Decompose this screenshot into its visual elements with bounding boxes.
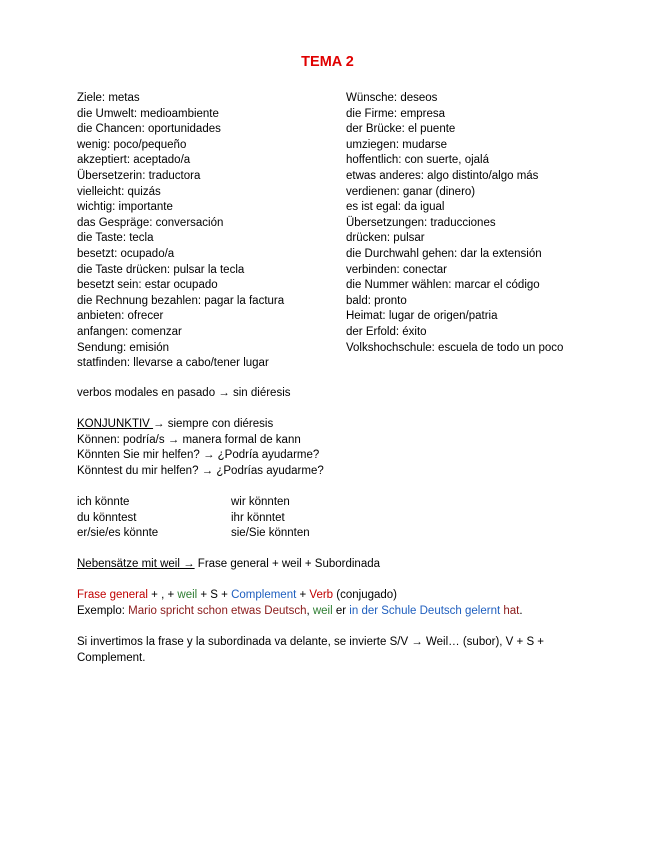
vocab-item: verdienen: ganar (dinero) bbox=[346, 185, 476, 198]
example-subject: er bbox=[332, 604, 350, 617]
vocab-item: der Brücke: el puente bbox=[346, 123, 456, 136]
konjunktiv-line: Könntest du mir helfen? → ¿Podrías ayudarme? bbox=[77, 464, 324, 477]
vocab-item: statfinden: llevarse a cabo/tener lugar bbox=[77, 357, 269, 370]
vocab-item: die Chancen: oportunidades bbox=[77, 123, 221, 136]
nebensatz-heading: Nebensätze mit weil → bbox=[77, 558, 195, 570]
vocab-item: bald: pronto bbox=[346, 294, 407, 307]
vocab-item: vielleicht: quizás bbox=[77, 185, 161, 198]
vocab-item: anbieten: ofrecer bbox=[77, 310, 164, 323]
vocab-item: wichtig: importante bbox=[77, 201, 173, 214]
conjugation-plural: wir könnten bbox=[231, 496, 290, 508]
vocab-item: die Firme: empresa bbox=[346, 107, 446, 120]
conjugation-singular: ich könnte bbox=[77, 496, 130, 508]
vocab-item: Sendung: emisión bbox=[77, 341, 170, 354]
example-complement: in der Schule Deutsch gelernt bbox=[349, 604, 501, 617]
conjugation-row bbox=[77, 511, 310, 527]
formula-verb: Verb bbox=[309, 589, 334, 601]
example-main-clause: Mario spricht schon etwas Deutsch bbox=[128, 604, 307, 617]
nebensatz-rest: Frase general + weil + Subordinada bbox=[194, 558, 381, 570]
vocab-item: hoffentlich: con suerte, ojalá bbox=[346, 154, 489, 167]
formula-sep: + , + bbox=[147, 589, 178, 601]
vocab-item: Übersetzungen: traducciones bbox=[346, 216, 496, 229]
vocab-item: Volkshochschule: escuela de todo un poco bbox=[346, 341, 564, 354]
vocab-item: Ziele: metas bbox=[77, 92, 140, 104]
formula-frase-general: Frase general bbox=[77, 589, 148, 601]
example-weil: weil bbox=[312, 604, 333, 617]
example-comma: , bbox=[306, 604, 313, 617]
page-title: TEMA 2 bbox=[301, 54, 354, 70]
conjugation-plural: ihr könntet bbox=[231, 511, 285, 524]
konjunktiv-line: Können: podría/s → manera formal de kann bbox=[77, 433, 301, 446]
example-label: Exemplo: bbox=[77, 604, 129, 617]
inversion-note: Si invertimos la frase y la subordinada va delante, se invierte S/V → Weil… (subor), V + S + Complement. bbox=[77, 636, 545, 664]
vocab-item: die Umwelt: medioambiente bbox=[77, 107, 219, 120]
konjunktiv-line: Könnten Sie mir helfen? → ¿Podría ayudarme? bbox=[77, 449, 320, 462]
example-verb: hat bbox=[500, 604, 520, 617]
vocab-item: Heimat: lugar de origen/patria bbox=[346, 310, 498, 323]
formula-complement: Complement bbox=[231, 589, 297, 601]
formula-end: (conjugado) bbox=[333, 589, 398, 601]
vocab-item: drücken: pulsar bbox=[346, 232, 425, 245]
vocab-item: das Gespräge: conversación bbox=[77, 216, 224, 229]
vocab-item: die Durchwahl gehen: dar la extensión bbox=[346, 247, 542, 260]
formula-sep: + bbox=[296, 589, 310, 601]
conjugation-singular: du könntest bbox=[77, 511, 137, 524]
vocab-item: besetzt sein: estar ocupado bbox=[77, 279, 218, 292]
modal-verbs-note: verbos modales en pasado → sin diéresis bbox=[77, 387, 291, 399]
konjunktiv-heading-rest: → siempre con diéresis bbox=[153, 418, 274, 430]
vocab-item: verbinden: conectar bbox=[346, 263, 448, 276]
vocab-item: etwas anderes: algo distinto/algo más bbox=[346, 169, 539, 182]
vocab-item: Übersetzerin: traductora bbox=[77, 169, 201, 182]
conjugation-table bbox=[77, 495, 310, 542]
conjugation-plural: sie/Sie könnten bbox=[231, 527, 310, 540]
vocab-item: akzeptiert: aceptado/a bbox=[77, 154, 191, 167]
vocab-list-right bbox=[346, 91, 626, 356]
formula-sep: + S + bbox=[197, 589, 232, 601]
vocab-item: der Erfold: éxito bbox=[346, 325, 427, 338]
vocab-item: die Nummer wählen: marcar el código bbox=[346, 279, 540, 292]
vocab-item: anfangen: comenzar bbox=[77, 325, 182, 338]
conjugation-row bbox=[77, 526, 310, 542]
formula-line bbox=[77, 588, 577, 604]
konjunktiv-heading bbox=[77, 417, 577, 433]
konjunktiv-heading-underlined: KONJUNKTIV bbox=[77, 418, 154, 430]
vocab-item: umziegen: mudarse bbox=[346, 138, 447, 151]
konjunktiv-section bbox=[77, 417, 577, 479]
formula-weil: weil bbox=[177, 589, 198, 601]
vocab-list-left bbox=[77, 91, 337, 372]
conjugation-row bbox=[77, 495, 310, 511]
vocab-item: die Rechnung bezahlen: pagar la factura bbox=[77, 294, 285, 307]
vocab-item: wenig: poco/pequeño bbox=[77, 138, 187, 151]
vocab-item: es ist egal: da igual bbox=[346, 201, 445, 214]
example-line bbox=[77, 604, 577, 620]
vocab-item: Wünsche: deseos bbox=[346, 92, 438, 104]
conjugation-singular: er/sie/es könnte bbox=[77, 527, 159, 540]
nebensatz-heading-line bbox=[77, 557, 577, 573]
vocab-item: die Taste drücken: pulsar la tecla bbox=[77, 263, 245, 276]
vocab-item: die Taste: tecla bbox=[77, 232, 154, 245]
vocab-item: besetzt: ocupado/a bbox=[77, 247, 175, 260]
example-end: . bbox=[519, 604, 523, 617]
